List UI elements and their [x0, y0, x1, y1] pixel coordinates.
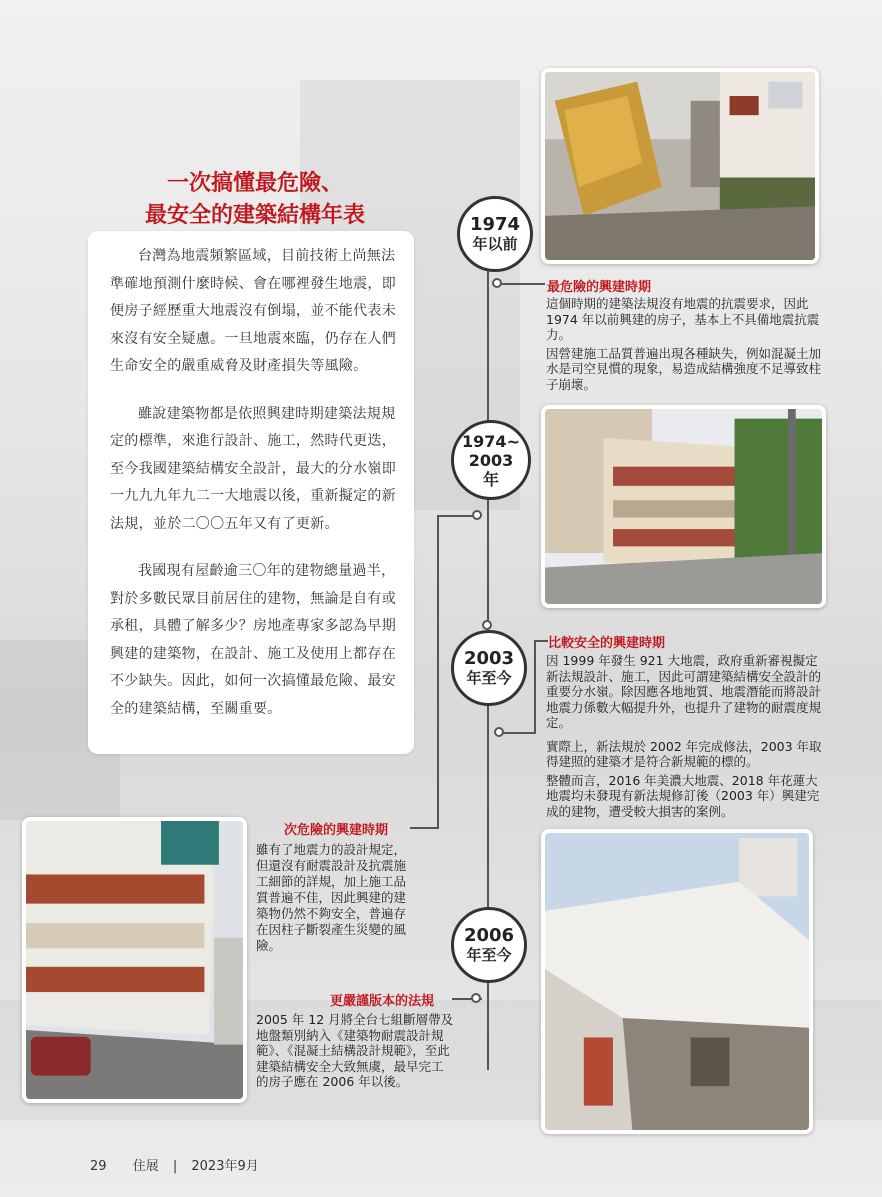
- photo-collapsed-building-2006: [541, 829, 813, 1134]
- connector-dot: [472, 510, 482, 520]
- connector-dot: [471, 993, 481, 1003]
- connector-dot: [482, 620, 492, 630]
- page-footer: [90, 1155, 269, 1174]
- era4-paragraph-1: 2005 年 12 月將全台七組斷層帶及地盤類別納入《建築物耐震設計規範》、《混凝土結構設計規範》，至此建築結構安全大致無虞，最早完工的房子應在 2006 年以後。: [256, 1012, 454, 1089]
- era1-paragraph-2: 因營建施工品質普遍出現各種缺失，例如混凝土加水是司空見慣的現象，易造成結構強度不足導致柱子崩壞。: [546, 345, 822, 392]
- era2-year-line1: 1974~: [462, 431, 520, 451]
- era3-heading: 比較安全的興建時期: [548, 636, 666, 651]
- title-line-2: 最安全的建築結構年表: [144, 203, 365, 228]
- era3-paragraph-2: 實際上，新法規於 2002 年完成修法，2003 年取得建照的建築才是符合新規範的標的。: [546, 738, 822, 769]
- issue-date: 2023年9月: [191, 1159, 259, 1174]
- magazine-name: 住展: [132, 1159, 159, 1174]
- connector-dot: [492, 278, 502, 288]
- era1-body: [546, 296, 826, 395]
- era3-year-line1: 2003: [463, 648, 515, 669]
- intro-card: [88, 231, 414, 754]
- page-title: [100, 168, 410, 232]
- era2-paragraph-1: 雖有了地震力的設計規定，但還沒有耐震設計及抗震施工細節的詳規，加上施工品質普遍不佳，因此興建的建築物仍然不夠安全，普遍存在因柱子斷裂產生災變的風險。: [256, 842, 407, 953]
- photo-tilted-building-1974-2003: [541, 405, 826, 608]
- connector-dot: [494, 727, 504, 737]
- era2-body: [256, 842, 406, 957]
- era2-year-line2: 2003: [468, 450, 514, 470]
- era2-year-line3: 年: [482, 469, 499, 489]
- connector-era1: [500, 283, 545, 285]
- connector-era2-bottom: [410, 827, 439, 829]
- era1-year-line1: 1974: [469, 214, 521, 235]
- era2-year-badge: [451, 420, 531, 500]
- connector-era2-top: [437, 515, 477, 517]
- connector-era3-top: [534, 640, 548, 642]
- title-line-1: 一次搞懂最危險、: [166, 171, 343, 196]
- footer-separator: |: [172, 1159, 178, 1174]
- connector-era3-bottom: [500, 732, 536, 734]
- era4-body: [256, 1012, 454, 1093]
- era1-year-line2: 年以前: [472, 235, 518, 253]
- era4-heading: 更嚴謹版本的法規: [330, 994, 435, 1009]
- era1-heading: 最危險的興建時期: [547, 280, 652, 295]
- era3-body: [546, 653, 826, 822]
- era3-year-line2: 年至今: [466, 669, 512, 687]
- era3-year-badge: [451, 630, 527, 706]
- era3-paragraph-1: 因 1999 年發生 921 大地震，政府重新審視擬定新法規設計、施工，因此可謂建築結構安全設計的重要分水嶺。除因應各地地質、地震潛能而將設計地震力係數大幅提升外，也提升了建物的耐震度規定。: [546, 653, 822, 730]
- era4-year-line2: 年至今: [466, 946, 512, 964]
- page-number: 29: [90, 1159, 107, 1174]
- era1-paragraph-1: 這個時期的建築法規沒有地震的抗震要求，因此 1974 年以前興建的房子，基本上不具備地震抗震力。: [546, 296, 820, 342]
- intro-paragraph-2: 雖說建築物都是依照興建時期建築法規規定的標準，來進行設計、施工，然時代更迭，至今我國建築結構安全設計，最大的分水嶺即一九九九年九二一大地震以後，重新擬定的新法規，並於二〇〇五年又有了更新。: [110, 405, 396, 532]
- photo-collapsed-building-1974: [541, 68, 819, 264]
- era1-year-badge: [457, 196, 533, 272]
- intro-paragraph-3: 我國現有屋齡逾三〇年的建物總量過半，對於多數民眾目前居住的建物，無論是自有或承租，具體了解多少？房地產專家多認為早期興建的建築物，在設計、施工及使用上都存在不少缺失。因此，如何一次搞懂最危險、最安全的建築結構，至關重要。: [110, 563, 396, 717]
- photo-soft-story-building: [22, 817, 247, 1103]
- era4-year-badge: [451, 907, 527, 983]
- connector-era2-vertical: [437, 515, 439, 827]
- era2-heading: 次危險的興建時期: [284, 823, 389, 838]
- intro-paragraph-1: 台灣為地震頻繁區域，目前技術上尚無法準確地預測什麼時候、會在哪裡發生地震，即便房子經歷重大地震沒有倒塌，並不能代表未來沒有安全疑慮。一旦地震來臨，仍存在人們生命安全的嚴重威脅及財產損失等風險。: [110, 248, 396, 374]
- connector-era3-vertical: [534, 640, 536, 732]
- era3-paragraph-3: 整體而言，2016 年美濃大地震、2018 年花蓮大地震均未發現有新法規修訂後（2003 年）興建完成的建物，遭受較大損害的案例。: [546, 772, 820, 819]
- era4-year-line1: 2006: [463, 925, 515, 946]
